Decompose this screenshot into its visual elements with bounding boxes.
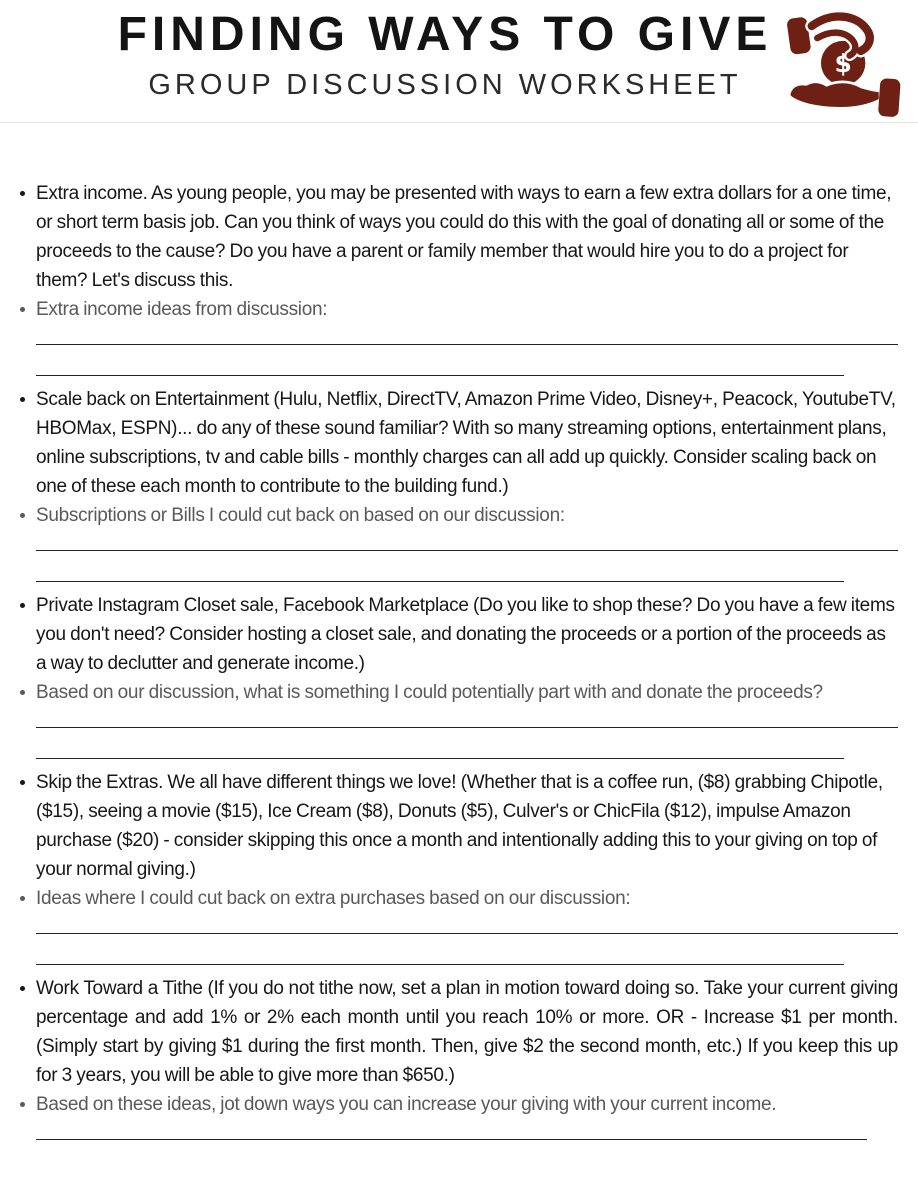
worksheet-section: [36, 385, 898, 582]
prompt-paragraph: [36, 1090, 898, 1119]
discussion-paragraph: [36, 974, 898, 1090]
prompt-paragraph: [36, 295, 898, 324]
bullet-dot-icon: [20, 896, 25, 901]
answer-line: [36, 964, 844, 965]
worksheet-section: [36, 179, 898, 376]
prompt-paragraph: [36, 884, 898, 913]
discussion-paragraph-text: Skip the Extras. We all have different things we love! (Whether that is a coffee run, ($8) grabbing Chipotle, ($15), seeing a movie ($15), Ice Cream ($8), Donuts ($5), Culver's or ChicFila ($12), impulse Amazon purchase ($20) - consider skipping this once a month and intentionally adding this to your giving on top of your normal giving.): [36, 772, 883, 880]
worksheet-section: [36, 591, 898, 759]
discussion-paragraph: [36, 385, 898, 501]
answer-line: [36, 1139, 867, 1140]
discussion-paragraph-text: Private Instagram Closet sale, Facebook Marketplace (Do you like to shop these? Do you have a few items you don't need? Consider hosting a closet sale, and donating the proceeds or a portion of the proceeds as a way to declutter and generate income.): [36, 595, 895, 674]
prompt-paragraph-text: Based on these ideas, jot down ways you can increase your giving with your current income.: [36, 1094, 777, 1115]
header-divider: [0, 122, 918, 123]
header: [0, 10, 890, 102]
discussion-paragraph-text: Scale back on Entertainment (Hulu, Netflix, DirectTV, Amazon Prime Video, Disney+, Peacock, YoutubeTV, HBOMax, ESPN)... do any of these sound familiar? With so many streaming options, entertainment plans, online subscriptions, tv and cable bills - monthly charges can all add up quickly. Consider scaling back on one of these each month to contribute to the building fund.): [36, 389, 896, 497]
bullet-dot-icon: [20, 307, 25, 312]
answer-line: [36, 758, 844, 759]
bullet-dot-icon: [20, 513, 25, 518]
prompt-paragraph-text: Ideas where I could cut back on extra purchases based on our discussion:: [36, 888, 631, 909]
answer-line: [36, 727, 898, 728]
discussion-paragraph: [36, 768, 898, 884]
bullet-dot-icon: [20, 603, 25, 608]
sections-list: [36, 179, 898, 1149]
worksheet-section: [36, 974, 898, 1140]
svg-text:$: $: [834, 49, 852, 79]
bullet-dot-icon: [20, 1102, 25, 1107]
bullet-dot-icon: [20, 986, 25, 991]
prompt-paragraph: [36, 678, 898, 707]
answer-line: [36, 375, 844, 376]
bullet-dot-icon: [20, 690, 25, 695]
worksheet-section: [36, 768, 898, 965]
answer-line: [36, 344, 898, 345]
discussion-paragraph: [36, 179, 898, 295]
prompt-paragraph-text: Extra income ideas from discussion:: [36, 299, 328, 320]
answer-line: [36, 581, 844, 582]
discussion-paragraph: [36, 591, 898, 678]
prompt-paragraph: [36, 501, 898, 530]
discussion-paragraph-text: Extra income. As young people, you may be presented with ways to earn a few extra dollars for a one time, or short term basis job. Can you think of ways you could do this with the goal of donating all or some of the proceeds to the cause? Do you have a parent or family member that would hire you to do a project for them? Let's discuss this.: [36, 183, 892, 291]
bullet-dot-icon: [20, 780, 25, 785]
prompt-paragraph-text: Based on our discussion, what is something I could potentially part with and donate the proceeds?: [36, 682, 823, 703]
page-subtitle: GROUP DISCUSSION WORKSHEET: [148, 69, 742, 102]
sleeve-cuff-right-icon: [878, 78, 901, 117]
answer-line: [36, 550, 898, 551]
page-title: FINDING WAYS TO GIVE: [117, 8, 773, 61]
prompt-paragraph-text: Subscriptions or Bills I could cut back on based on our discussion:: [36, 505, 565, 526]
bullet-dot-icon: [20, 397, 25, 402]
discussion-paragraph-text: Work Toward a Tithe (If you do not tithe now, set a plan in motion toward doing so. Take your current giving percentage and add 1% or 2% each month until you reach 10% or more. OR - Increase $1 per month. (Simply start by giving $1 during the first month. Then, give $2 the second month, etc.) If you keep this up for 3 years, you will be able to give more than $650.): [36, 978, 898, 1086]
giving-hand-icon: [784, 4, 906, 122]
receiving-palm-icon: [789, 82, 880, 109]
answer-line: [36, 933, 898, 934]
bullet-dot-icon: [20, 191, 25, 196]
